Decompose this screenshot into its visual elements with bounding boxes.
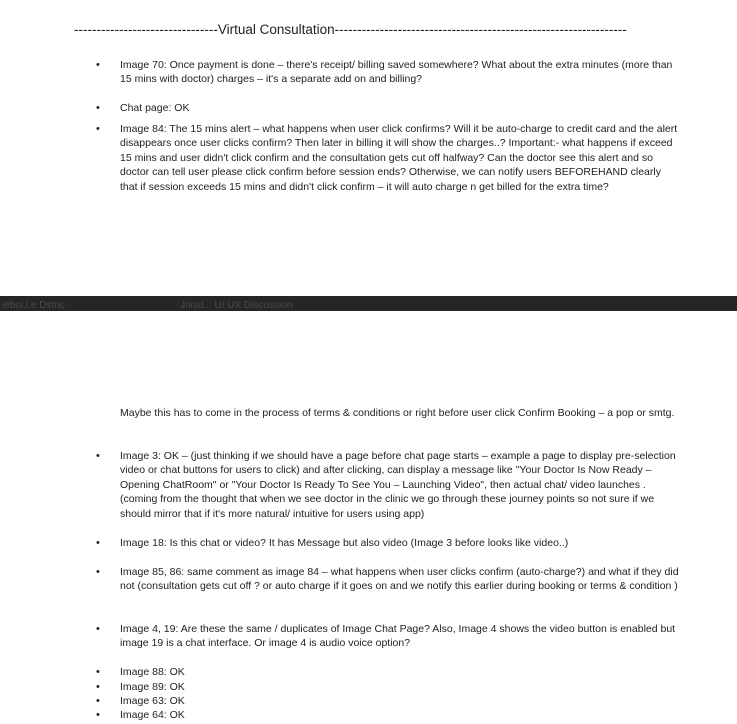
page-break-bar: [0, 296, 737, 311]
list-item-text: Image 84: The 15 mins alert – what happens when user click confirms? Will it be auto-charge to credit card and the alert disappears once user clicks confirm? Then later in billing it will show the charges..? Important:- what happens if exceed 15 mins and user didn't click confirm and the consultation gets cut off halfway? Can the doctor see this alert and so doctor can tell user please click confirm before session ends? Otherwise, we can notify users BEFOREHAND clearly that if session exceeds 15 mins and didn't click confirm – it will auto charge n get billed for the extra time?: [120, 123, 678, 193]
list-item: [96, 665, 680, 679]
list-item: [96, 101, 680, 115]
bullet-icon: •: [96, 695, 100, 707]
bullet-icon: •: [96, 123, 100, 135]
list-item-text: Image 88: OK: [120, 666, 185, 678]
list-item-text: Image 3: OK – (just thinking if we should have a page before chat page starts – example a page to display pre-selection video or chat buttons for users to click) and after clicking, can display a message like "Your Doctor Is Now Ready – Opening ChatRoom" or "Your Doctor Is Ready To See You – Launching Video", then actual chat/ video launches . (coming from the thought that when we see doctor in the clinic we go through these journey points so not sure if we should mirror that if it's more natural/ intuitive for users using app): [120, 450, 676, 520]
list-item-text: Image 85, 86: same comment as image 84 – what happens when user clicks confirm (auto-charge?) and what if they did not (consultation gets cut off ? or auto charge if it goes on and we notify this earlier during booking or terms & condition ): [120, 566, 679, 593]
document-page-top: [0, 0, 737, 296]
page-break-ghost-text: Jnisd... UI UX Discussion: [180, 300, 293, 311]
list-item: [96, 58, 680, 87]
list-item: [96, 449, 680, 521]
list-item-text: Image 4, 19: Are these the same / duplicates of Image Chat Page? Also, Image 4 shows the video button is enabled but image 19 is a chat interface. Or image 4 is audio voice option?: [120, 623, 676, 650]
list-item: [96, 536, 680, 550]
page-break-ghost-text: ieboi.i.e Dstric: [2, 300, 65, 311]
list-item-text: Image 63: OK: [120, 695, 185, 707]
bullet-icon: •: [96, 566, 100, 578]
list-item: [96, 708, 680, 722]
bullet-icon: •: [96, 537, 100, 549]
list-item-text: Chat page: OK: [120, 102, 190, 114]
list-item-text: Image 89: OK: [120, 681, 185, 693]
list-item: [96, 565, 680, 594]
list-item: [96, 122, 680, 194]
list-item: [96, 680, 680, 694]
bullet-icon: •: [96, 666, 100, 678]
section-heading: --------------------------------Virtual Consultation-----------------------------------------------------------------: [74, 22, 627, 37]
continuation-paragraph: Maybe this has to come in the process of terms & conditions or right before user click Confirm Booking – a pop or smtg.: [120, 407, 675, 419]
list-item-text: Image 18: Is this chat or video? It has Message but also video (Image 3 before looks like video..): [120, 537, 569, 549]
list-item-text: Image 70: Once payment is done – there's receipt/ billing saved somewhere? What about the extra minutes (more than 15 mins with doctor) charges – it's a separate add on and billing?: [120, 59, 673, 86]
bullet-icon: •: [96, 709, 100, 721]
bullet-icon: •: [96, 59, 100, 71]
list-item-text: Image 64: OK: [120, 709, 185, 721]
bullet-icon: •: [96, 623, 100, 635]
list-item: [96, 622, 680, 651]
bullet-icon: •: [96, 450, 100, 462]
bullet-icon: •: [96, 681, 100, 693]
bullet-icon: •: [96, 102, 100, 114]
list-item: [96, 694, 680, 708]
